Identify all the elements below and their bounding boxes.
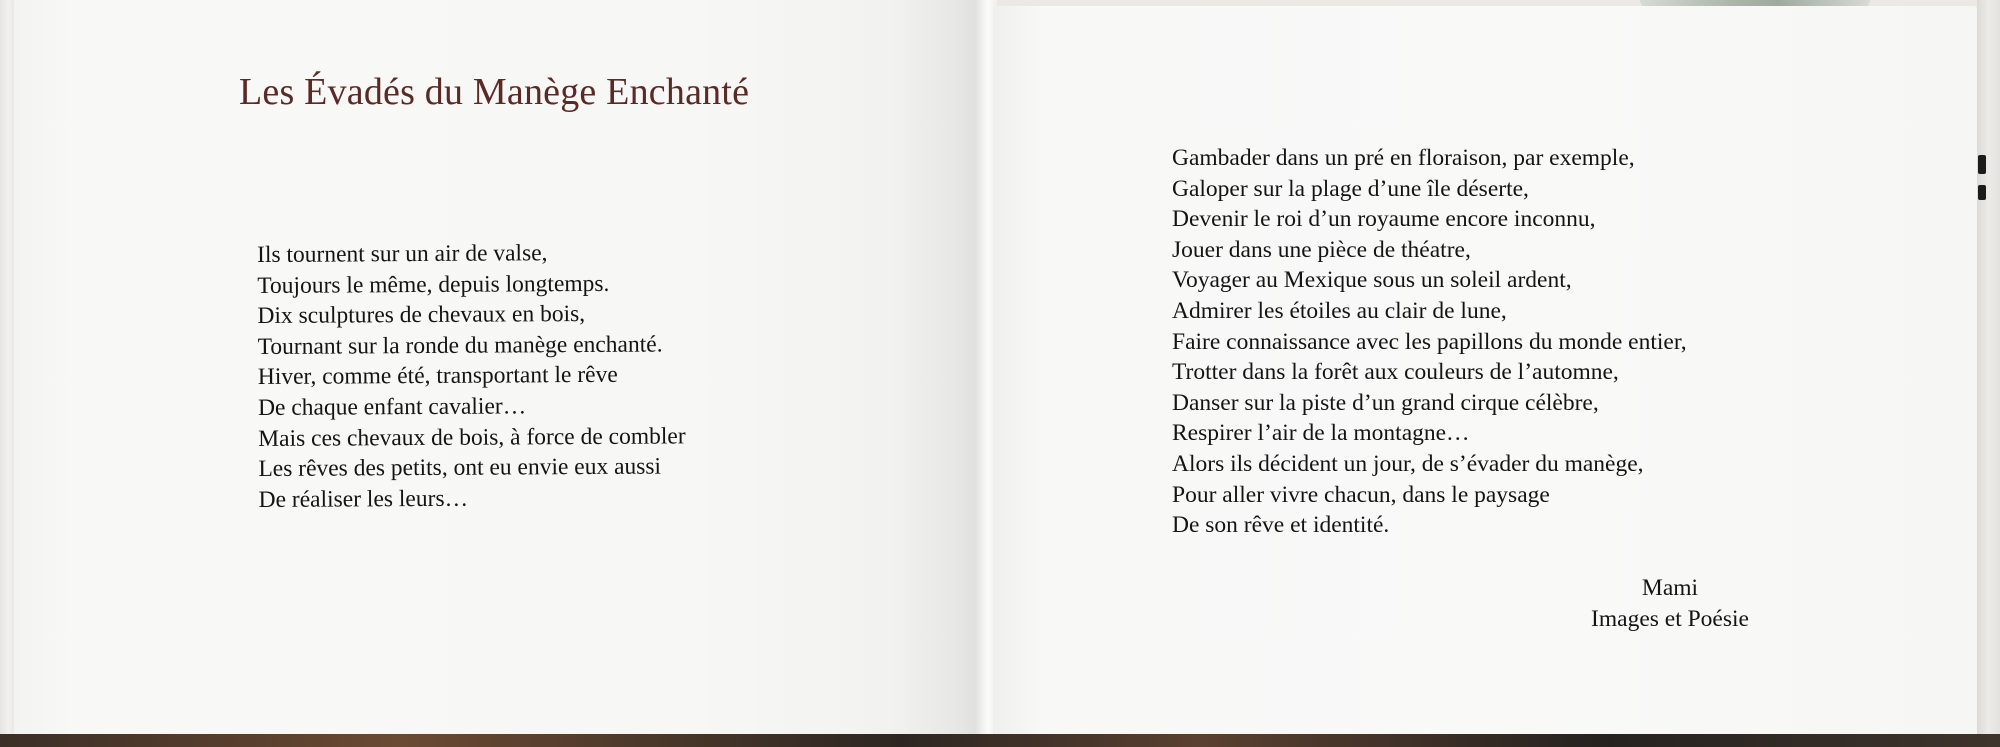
poem-title: Les Évadés du Manège Enchanté (239, 71, 750, 113)
clip-mark-top (1978, 155, 1986, 174)
right-poem-stanza (1172, 143, 1687, 541)
poem-line: Ils tournent sur un air de valse, (257, 240, 548, 268)
poem-line: Admirer les étoiles au clair de lune, (1172, 297, 1507, 324)
poem-line: Alors ils décident un jour, de s’évader du manège, (1172, 450, 1644, 477)
poem-line: De réaliser les leurs… (258, 485, 469, 513)
poem-line: Tournant sur la ronde du manège enchanté. (257, 331, 663, 360)
poem-line: Respirer l’air de la montagne… (1172, 420, 1470, 447)
poem-line: Galoper sur la plage d’une île déserte, (1172, 175, 1529, 202)
poem-line: Pour aller vivre chacun, dans le paysage (1172, 481, 1550, 508)
poem-line: Les rêves des petits, ont eu envie eux aussi (258, 453, 662, 483)
signature-block (1570, 573, 1770, 635)
signature-author: Mami (1641, 575, 1699, 601)
left-cover-edge (0, 0, 14, 740)
poem-line: Dix sculptures de chevaux en bois, (257, 301, 586, 330)
poem-line: Faire connaissance avec les papillons du monde entier, (1172, 328, 1687, 355)
poem-line: Toujours le même, depuis longtemps. (257, 270, 610, 299)
poem-line: Gambader dans un pré en floraison, par exemple, (1172, 145, 1635, 171)
poem-line: Devenir le roi d’un royaume encore inconnu, (1172, 206, 1596, 233)
signature-collection: Images et Poésie (1591, 606, 1749, 632)
poem-line: Mais ces chevaux de bois, à force de combler (258, 422, 686, 452)
poem-line: De son rêve et identité. (1172, 512, 1390, 539)
poem-line: Hiver, comme été, transportant le rêve (257, 362, 618, 391)
bottom-shadow-edge (0, 734, 2000, 747)
poem-line: Trotter dans la forêt aux couleurs de l’automne, (1172, 359, 1619, 386)
left-poem-stanza (257, 237, 686, 515)
clip-mark-bottom (1978, 185, 1986, 200)
poem-line: Voyager au Mexique sous un soleil ardent, (1172, 267, 1572, 294)
poem-line: Jouer dans une pièce de théatre, (1172, 236, 1471, 263)
poem-line: Danser sur la piste d’un grand cirque célèbre, (1172, 389, 1599, 416)
poem-line: De chaque enfant cavalier… (257, 393, 527, 421)
right-cover-edge (1977, 0, 2000, 740)
